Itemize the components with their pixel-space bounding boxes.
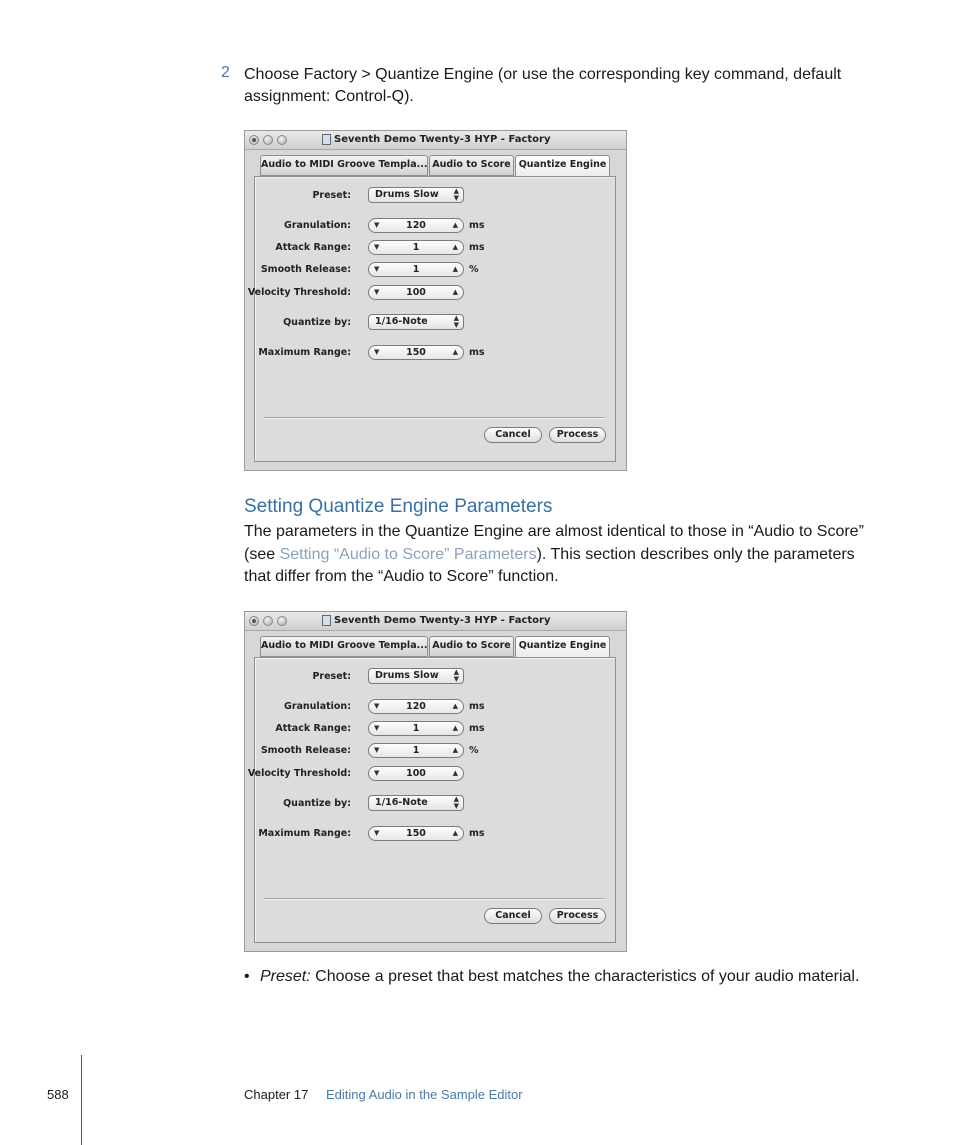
triangle-down-icon[interactable]: ▼	[374, 243, 380, 251]
triangle-down-icon[interactable]: ▼	[374, 769, 380, 777]
triangle-up-icon[interactable]: ▲	[452, 702, 458, 710]
maximum-range-stepper[interactable]	[368, 345, 464, 360]
triangle-up-icon[interactable]: ▲	[452, 243, 458, 251]
panel-divider	[264, 898, 605, 900]
bullet-term: Preset:	[260, 968, 311, 985]
tab-audio-to-midi-groove[interactable]: Audio to MIDI Groove Templa...	[260, 155, 428, 176]
attack-range-value: 1	[412, 723, 420, 734]
granulation-label: Granulation:	[284, 220, 351, 231]
quantize-by-popup[interactable]	[368, 795, 464, 811]
attack-range-unit: ms	[469, 723, 485, 734]
triangle-up-icon[interactable]: ▲	[452, 769, 458, 777]
granulation-stepper[interactable]	[368, 218, 464, 233]
step-number: 2	[221, 64, 230, 81]
section-paragraph	[244, 521, 884, 589]
granulation-unit: ms	[469, 220, 485, 231]
triangle-down-icon[interactable]: ▼	[374, 702, 380, 710]
preset-value: Drums Slow	[375, 670, 439, 681]
window-titlebar	[245, 612, 626, 631]
triangle-down-icon[interactable]: ▼	[374, 221, 380, 229]
close-window-icon[interactable]	[249, 616, 259, 626]
attack-range-label: Attack Range:	[275, 723, 351, 734]
preset-label: Preset:	[312, 190, 351, 201]
maximum-range-label: Maximum Range:	[258, 347, 351, 358]
attack-range-stepper[interactable]	[368, 240, 464, 255]
velocity-threshold-label: Velocity Threshold:	[247, 768, 351, 779]
granulation-value: 120	[406, 701, 426, 712]
chapter-title: Editing Audio in the Sample Editor	[326, 1087, 523, 1102]
preset-popup[interactable]	[368, 187, 464, 203]
triangle-up-icon[interactable]: ▲	[452, 288, 458, 296]
cancel-button[interactable]: Cancel	[484, 908, 542, 924]
granulation-label: Granulation:	[284, 701, 351, 712]
cross-reference-link[interactable]: Setting “Audio to Score” Parameters	[279, 545, 537, 563]
attack-range-stepper[interactable]	[368, 721, 464, 736]
chapter-label: Chapter 17	[244, 1087, 309, 1102]
step-text: Choose Factory > Quantize Engine (or use the corresponding key command, default assignment: Control-Q).	[244, 66, 842, 105]
triangle-down-icon[interactable]: ▼	[374, 348, 380, 356]
paragraph-text-a: The parameters in the Quantize Engine are almost identical to those in “Audio to Score” (see	[244, 523, 864, 563]
triangle-down-icon[interactable]: ▼	[374, 724, 380, 732]
velocity-threshold-stepper[interactable]	[368, 285, 464, 300]
bullet-text: Choose a preset that best matches the characteristics of your audio material.	[310, 968, 860, 985]
page-number: 588	[47, 1087, 69, 1102]
panel-divider	[264, 417, 605, 419]
preset-label: Preset:	[312, 671, 351, 682]
minimize-window-icon[interactable]	[263, 135, 273, 145]
triangle-up-icon[interactable]: ▲	[452, 746, 458, 754]
tab-quantize-engine[interactable]: Quantize Engine	[515, 155, 610, 177]
quantize-by-label: Quantize by:	[283, 798, 351, 809]
triangle-down-icon[interactable]: ▼	[374, 265, 380, 273]
document-icon	[322, 134, 331, 145]
triangle-up-icon[interactable]: ▲	[452, 348, 458, 356]
velocity-threshold-value: 100	[406, 287, 426, 298]
bullet-icon: •	[244, 968, 250, 985]
maximum-range-value: 150	[406, 828, 426, 839]
attack-range-unit: ms	[469, 242, 485, 253]
quantize-by-label: Quantize by:	[283, 317, 351, 328]
minimize-window-icon[interactable]	[263, 616, 273, 626]
close-window-icon[interactable]	[249, 135, 259, 145]
smooth-release-value: 1	[412, 745, 420, 756]
footer-divider	[81, 1055, 82, 1145]
process-button[interactable]: Process	[549, 427, 606, 443]
triangle-up-icon[interactable]: ▲	[452, 265, 458, 273]
quantize-engine-panel	[247, 657, 616, 943]
up-down-arrows-icon: ▲ ▼	[453, 668, 459, 683]
tab-audio-to-score[interactable]: Audio to Score	[429, 636, 514, 657]
window-titlebar	[245, 131, 626, 150]
quantize-engine-window-2	[244, 611, 627, 952]
window-title: Seventh Demo Twenty-3 HYP - Factory	[334, 615, 551, 626]
tab-audio-to-score[interactable]: Audio to Score	[429, 155, 514, 176]
maximum-range-value: 150	[406, 347, 426, 358]
triangle-down-icon[interactable]: ▼	[374, 746, 380, 754]
maximum-range-unit: ms	[469, 347, 485, 358]
quantize-by-value: 1/16-Note	[375, 316, 428, 327]
paragraph-text-b: ). This section describes only the parameters that differ from the “Audio to Score” function.	[244, 545, 855, 585]
quantize-engine-window-1	[244, 130, 627, 471]
up-down-arrows-icon: ▲ ▼	[453, 314, 459, 329]
triangle-down-icon[interactable]: ▼	[374, 829, 380, 837]
preset-value: Drums Slow	[375, 189, 439, 200]
cancel-button[interactable]: Cancel	[484, 427, 542, 443]
granulation-stepper[interactable]	[368, 699, 464, 714]
velocity-threshold-value: 100	[406, 768, 426, 779]
process-button[interactable]: Process	[549, 908, 606, 924]
maximum-range-unit: ms	[469, 828, 485, 839]
document-icon	[322, 615, 331, 626]
quantize-engine-panel	[247, 176, 616, 462]
granulation-value: 120	[406, 220, 426, 231]
smooth-release-label: Smooth Release:	[260, 264, 351, 275]
smooth-release-unit: %	[469, 745, 479, 756]
section-heading: Setting Quantize Engine Parameters	[244, 496, 553, 517]
preset-popup[interactable]	[368, 668, 464, 684]
triangle-down-icon[interactable]: ▼	[374, 288, 380, 296]
triangle-up-icon[interactable]: ▲	[452, 221, 458, 229]
velocity-threshold-stepper[interactable]	[368, 766, 464, 781]
tab-audio-to-midi-groove[interactable]: Audio to MIDI Groove Templa...	[260, 636, 428, 657]
granulation-unit: ms	[469, 701, 485, 712]
up-down-arrows-icon: ▲ ▼	[453, 795, 459, 810]
velocity-threshold-label: Velocity Threshold:	[247, 287, 351, 298]
triangle-up-icon[interactable]: ▲	[452, 829, 458, 837]
zoom-window-icon[interactable]	[277, 616, 287, 626]
smooth-release-label: Smooth Release:	[260, 745, 351, 756]
window-title: Seventh Demo Twenty-3 HYP - Factory	[334, 134, 551, 145]
smooth-release-stepper[interactable]	[368, 262, 464, 277]
triangle-up-icon[interactable]: ▲	[452, 724, 458, 732]
tab-quantize-engine[interactable]: Quantize Engine	[515, 636, 610, 658]
bullet-item-preset	[244, 966, 904, 988]
quantize-by-value: 1/16-Note	[375, 797, 428, 808]
smooth-release-value: 1	[412, 264, 420, 275]
attack-range-label: Attack Range:	[275, 242, 351, 253]
quantize-by-popup[interactable]	[368, 314, 464, 330]
smooth-release-unit: %	[469, 264, 479, 275]
zoom-window-icon[interactable]	[277, 135, 287, 145]
up-down-arrows-icon: ▲ ▼	[453, 187, 459, 202]
smooth-release-stepper[interactable]	[368, 743, 464, 758]
maximum-range-stepper[interactable]	[368, 826, 464, 841]
maximum-range-label: Maximum Range:	[258, 828, 351, 839]
attack-range-value: 1	[412, 242, 420, 253]
